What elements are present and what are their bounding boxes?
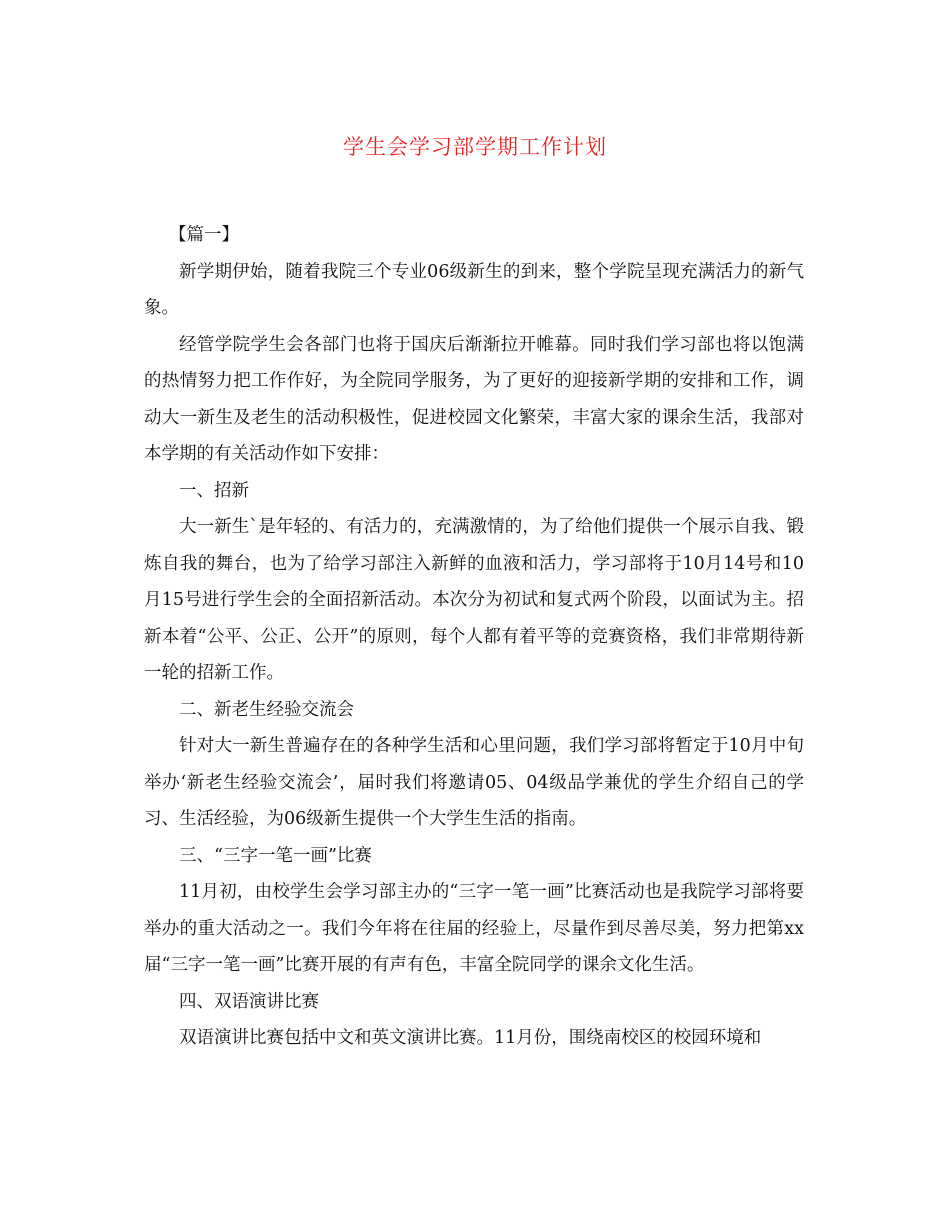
paragraph: 11月初，由校学生会学习部主办的“三字一笔一画”比赛活动也是我院学习部将要举办的重大活动之一。我们今年将在往届的经验上，尽量作到尽善尽美，努力把第xx届“三字一笔一画”比赛开展的有声有色，丰富全院同学的课余文化生活。 <box>144 882 804 975</box>
paragraph: 新学期伊始，随着我院三个专业06级新生的到来，整个学院呈现充满活力的新气象。 <box>144 261 804 318</box>
section-heading: 二、新老生经验交流会 <box>179 699 354 720</box>
paragraph: 双语演讲比赛包括中文和英文演讲比赛。11月份，围绕南校区的校园环境和 <box>179 1028 762 1048</box>
section-heading: 四、双语演讲比赛 <box>179 991 319 1012</box>
paragraph: 针对大一新生普遍存在的各种学生活和心里问题，我们学习部将暂定于10月中旬举办‘新老生经验交流会’，届时我们将邀请05、04级品学兼优的学生介绍自己的学习、生活经验，为06级新生提供一个大学生生活的指南。 <box>144 736 804 829</box>
document-body <box>144 217 804 1057</box>
document-title: 学生会学习部学期工作计划 <box>343 135 607 159</box>
section-label: 【篇一】 <box>169 225 239 245</box>
paragraph: 大一新生`是年轻的、有活力的，充满激情的，为了给他们提供一个展示自我、锻炼自我的舞台，也为了给学习部注入新鲜的血液和活力，学习部将于10月14号和10月15号进行学生会的全面招新活动。本次分为初试和复式两个阶段，以面试为主。招新本着“公平、公正、公开”的原则，每个人都有着平等的竞赛资格，我们非常期待新一轮的招新工作。 <box>144 517 804 683</box>
section-heading: 一、招新 <box>179 480 249 501</box>
section-heading: 三、“三字一笔一画”比赛 <box>179 845 372 866</box>
paragraph: 经管学院学生会各部门也将于国庆后渐渐拉开帷幕。同时我们学习部也将以饱满的热情努力把工作作好，为全院同学服务，为了更好的迎接新学期的安排和工作，调动大一新生及老生的活动积极性，促进校园文化繁荣，丰富大家的课余生活，我部对本学期的有关活动作如下安排： <box>144 334 804 464</box>
